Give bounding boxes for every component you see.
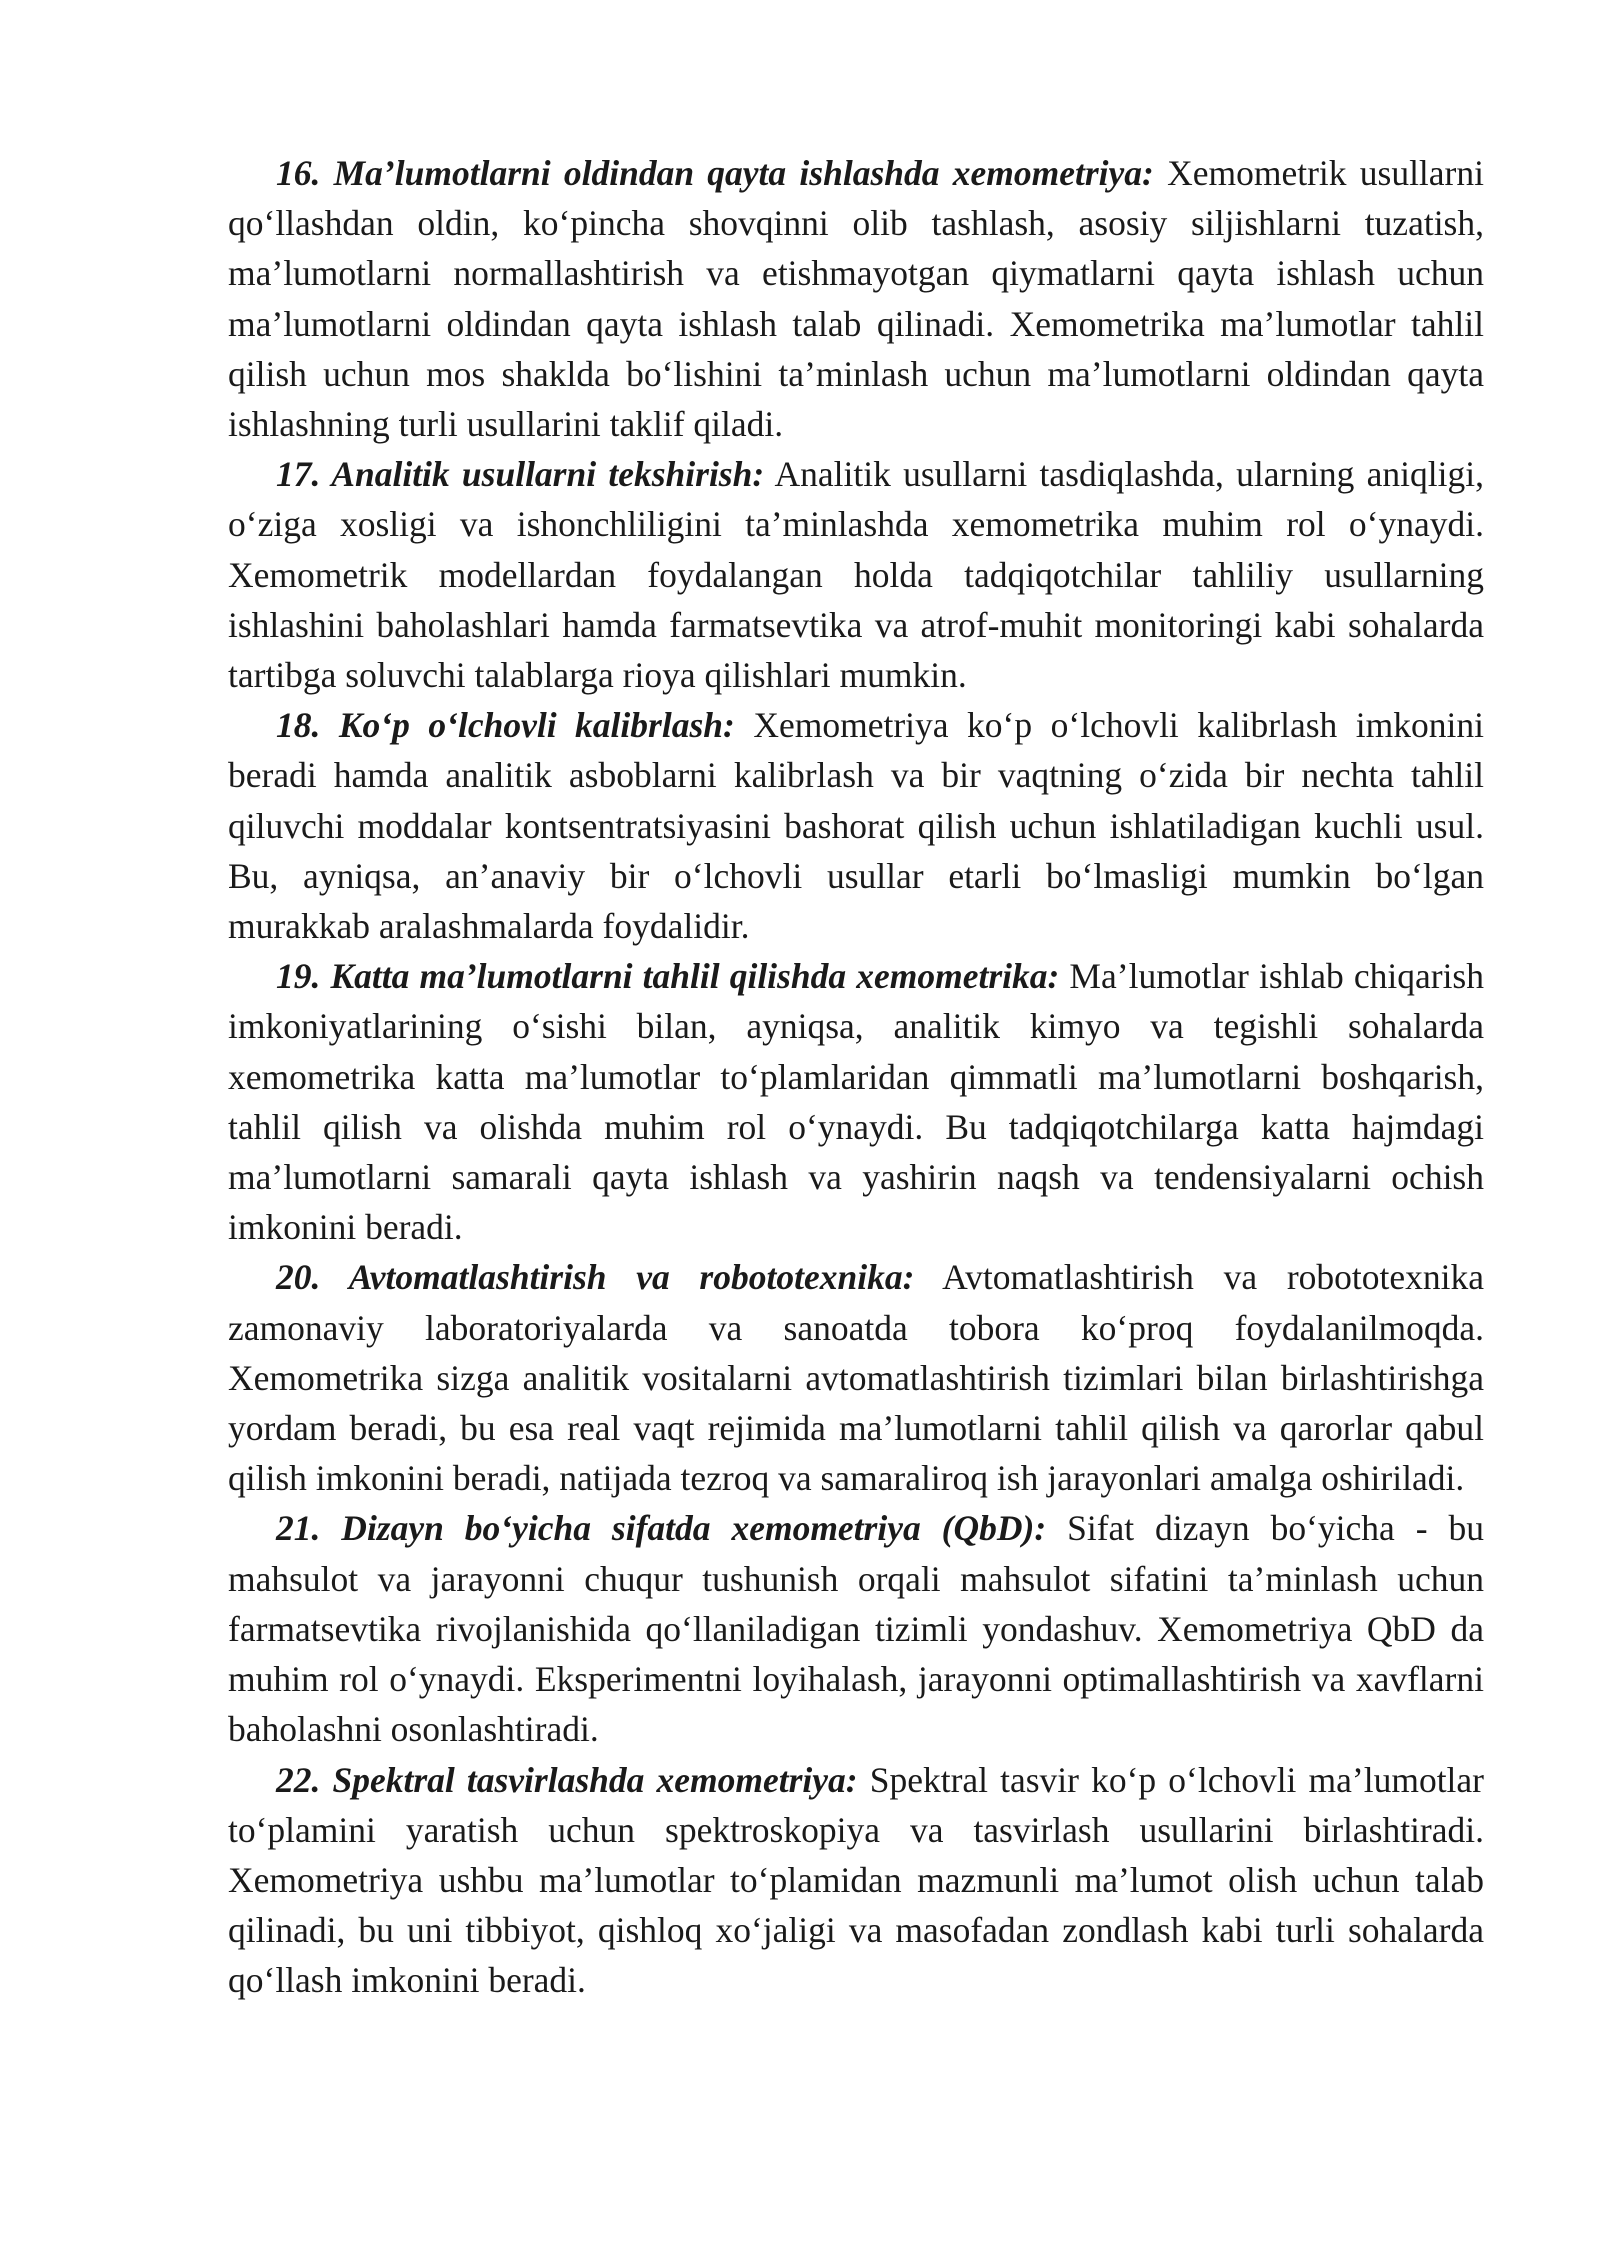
section-21-heading: 21. Dizayn bo‘yicha sifatda xemometriya (QbD): [276, 1508, 1047, 1549]
section-16-body: Xemometrik usullarni qo‘llashdan oldin, ko‘pincha shovqinni olib tashlash, asosiy siljishlarni tuzatish, ma’lumotlarni normallashtirish va etishmayotgan qiymatlarni qayta ishlash uchun ma’lumotlarni oldindan qayta ishlash talab qilinadi. Xemometrika ma’lumotlar tahlil qilish uchun mos shaklda bo‘lishini ta’minlash uchun ma’lumotlarni oldindan qayta ishlashning turli usullarini taklif qiladi. [228, 153, 1484, 445]
section-18-body: Xemometriya ko‘p o‘lchovli kalibrlash imkonini beradi hamda analitik asboblarni kalibrlash va bir vaqtning o‘zida bir nechta tahlil qiluvchi moddalar kontsentratsiyasini bashorat qilish uchun ishlatiladigan kuchli usul. Bu, ayniqsa, an’anaviy bir o‘lchovli usullar etarli bo‘lmasligi mumkin bo‘lgan murakkab aralashmalarda foydalidir. [228, 705, 1484, 947]
section-20-body: Avtomatlashtirish va robototexnika zamonaviy laboratoriyalarda va sanoatda tobora ko‘proq foydalanilmoqda. Xemometrika sizga analitik vositalarni avtomatlashtirish tizimlari bilan birlashtirishga yordam beradi, bu esa real vaqt rejimida ma’lumotlarni tahlil qilish va qarorlar qabul qilish imkonini beradi, natijada tezroq va samaraliroq ish jarayonlari amalga oshiriladi. [228, 1257, 1484, 1499]
section-17-paragraph [228, 449, 1484, 700]
section-21-paragraph [228, 1503, 1484, 1754]
document-page [228, 148, 1484, 2006]
section-20-paragraph [228, 1252, 1484, 1503]
section-22-paragraph [228, 1755, 1484, 2006]
section-18-paragraph [228, 700, 1484, 951]
section-19-heading: 19. Katta ma’lumotlarni tahlil qilishda xemometrika: [276, 956, 1060, 997]
section-19-body: Ma’lumotlar ishlab chiqarish imkoniyatlarining o‘sishi bilan, ayniqsa, analitik kimyo va tegishli sohalarda xemometrika katta ma’lumotlar to‘plamlaridan qimmatli ma’lumotlarni boshqarish, tahlil qilish va olishda muhim rol o‘ynaydi. Bu tadqiqotchilarga katta hajmdagi ma’lumotlarni samarali qayta ishlash va yashirin naqsh va tendensiyalarni ochish imkonini beradi. [228, 956, 1484, 1248]
section-16-paragraph [228, 148, 1484, 449]
section-20-heading: 20. Avtomatlashtirish va robototexnika: [276, 1257, 915, 1298]
section-22-heading: 22. Spektral tasvirlashda xemometriya: [276, 1759, 858, 1800]
section-17-body: Analitik usullarni tasdiqlashda, ularning aniqligi, o‘ziga xosligi va ishonchliligini ta’minlashda xemometrika muhim rol o‘ynaydi. Xemometrik modellardan foydalangan holda tadqiqotchilar tahliliy usullarning ishlashini baholashlari hamda farmatsevtika va atrof-muhit monitoringi kabi sohalarda tartibga soluvchi talablarga rioya qilishlari mumkin. [228, 454, 1485, 696]
section-16-heading: 16. Ma’lumotlarni oldindan qayta ishlashda xemometriya: [276, 153, 1154, 193]
section-22-body: Spektral tasvir ko‘p o‘lchovli ma’lumotlar to‘plamini yaratish uchun spektroskopiya va tasvirlash usullarini birlashtiradi. Xemometriya ushbu ma’lumotlar to‘plamidan mazmunli ma’lumot olish uchun talab qilinadi, bu uni tibbiyot, qishloq xo‘jaligi va masofadan zondlash kabi turli sohalarda qo‘llash imkonini beradi. [228, 1759, 1484, 2001]
section-21-body: Sifat dizayn bo‘yicha - bu mahsulot va jarayonni chuqur tushunish orqali mahsulot sifatini ta’minlash uchun farmatsevtika rivojlanishida qo‘llaniladigan tizimli yondashuv. Xemometriya QbD da muhim rol o‘ynaydi. Eksperimentni loyihalash, jarayonni optimallashtirish va xavflarni baholashni osonlashtiradi. [228, 1508, 1484, 1750]
section-19-paragraph [228, 951, 1484, 1252]
section-18-heading: 18. Ko‘p o‘lchovli kalibrlash: [276, 705, 735, 746]
section-17-heading: 17. Analitik usullarni tekshirish: [276, 454, 765, 495]
